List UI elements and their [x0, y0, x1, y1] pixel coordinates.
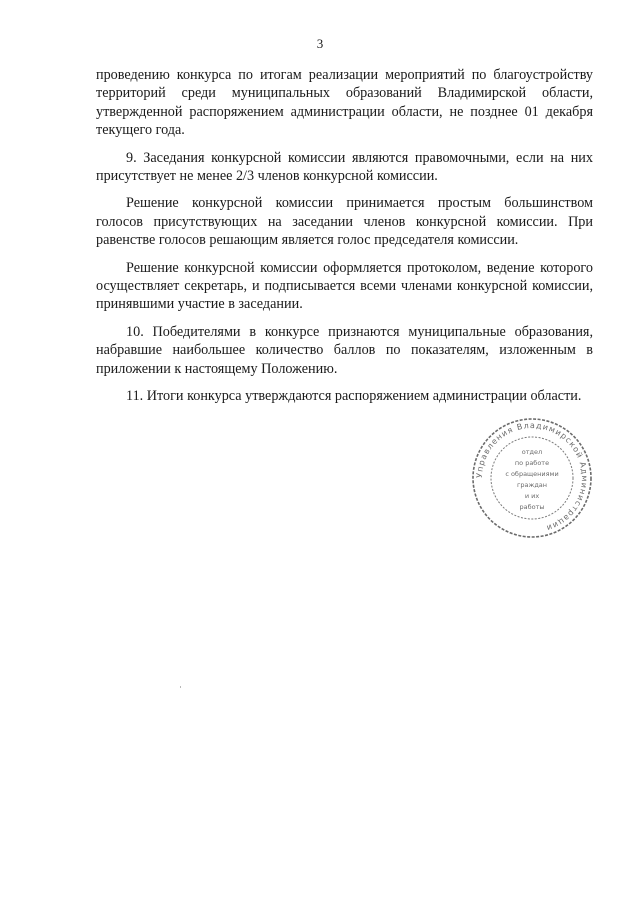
- paragraph-quorum: 9. Заседания конкурсной комиссии являются правомочными, если на них присутствует не менее 2/3 членов конкурсной комиссии.: [96, 149, 593, 185]
- page-number: 3: [316, 36, 324, 51]
- scan-speck: [180, 686, 181, 688]
- paragraph-winners: 10. Победителями в конкурсе признаются муниципальные образования, набравшие наибольшее количество баллов по показателям, изложенным в приложении к настоящему Положению.: [96, 323, 593, 377]
- official-seal-stamp: [470, 416, 594, 540]
- stamp-line: отдел: [521, 448, 543, 456]
- stamp-line: граждан: [516, 481, 548, 489]
- stamp-line: с обращениями: [505, 470, 559, 478]
- stamp-line: и их: [524, 492, 540, 500]
- stamp-line: по работе: [514, 459, 550, 467]
- paragraph-results-approval: 11. Итоги конкурса утверждаются распоряжением администрации области.: [126, 388, 582, 405]
- stamp-line: работы: [519, 503, 545, 511]
- stamp-ring-text: Управления Владимирской Администрации: [474, 420, 590, 533]
- paragraph-majority-vote: Решение конкурсной комиссии принимается простым большинством голосов присутствующих на заседании членов конкурсной комиссии. При равенстве голосов решающим является голос председателя комиссии.: [96, 195, 593, 249]
- paragraph-protocol: Решение конкурсной комиссии оформляется протоколом, ведение которого осуществляет секретарь, и подписывается всеми членами конкурсной комиссии, принявшими участие в заседании.: [96, 259, 593, 313]
- document-body: [96, 66, 593, 415]
- paragraph-contest-deadline: проведению конкурса по итогам реализации мероприятий по благоустройству территорий среди муниципальных образований Владимирской области, утвержденной распоряжением администрации области, не позднее 01 декабря текущего года.: [96, 67, 593, 139]
